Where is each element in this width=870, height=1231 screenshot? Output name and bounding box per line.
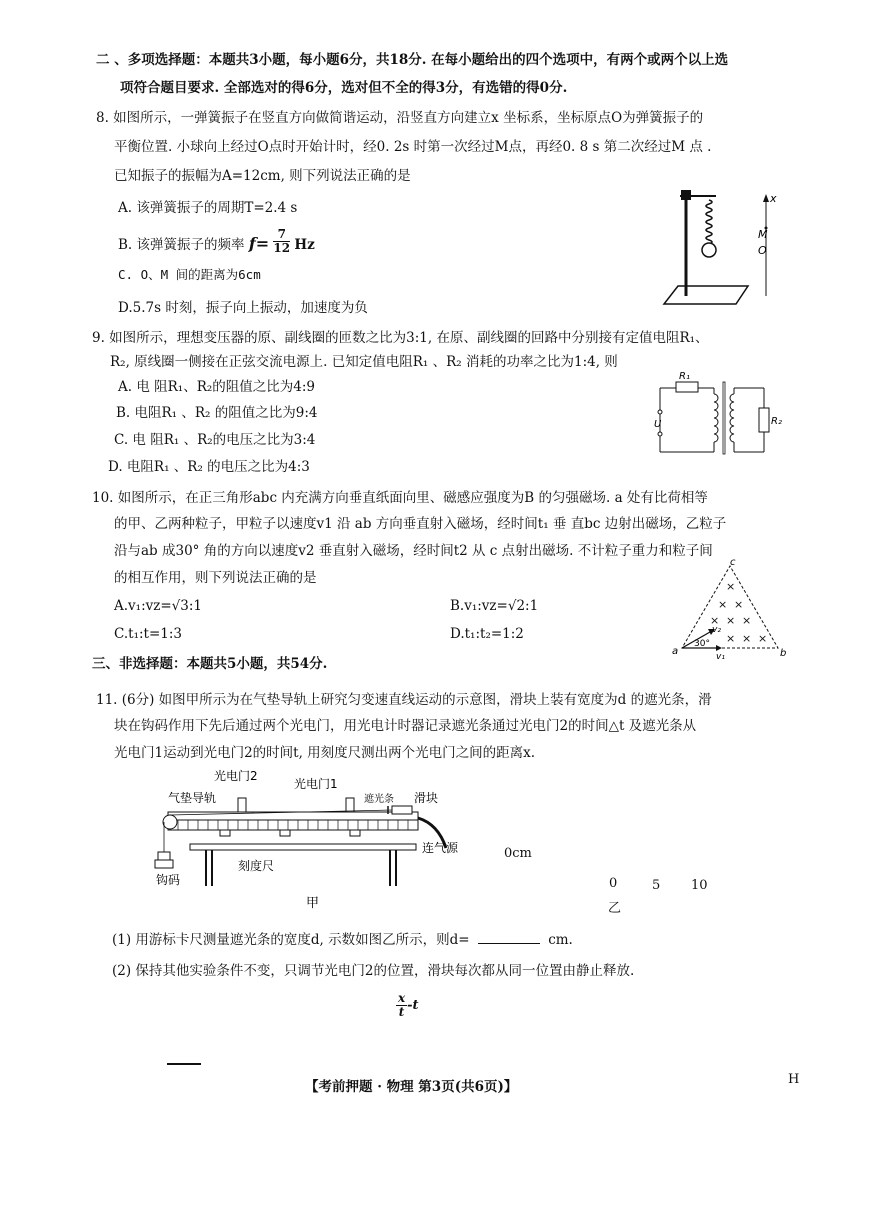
field-mark: × xyxy=(758,632,768,645)
angle-label: 30° xyxy=(694,639,710,649)
footer-corner-mark: H xyxy=(788,1072,800,1087)
q11-sub2: (2) 保持其他实验条件不变，只调节光电门2的位置，滑块每次都从同一位置由静止释放. xyxy=(112,963,635,979)
axis-m-label: M xyxy=(758,228,768,241)
rail-label: 气垫导轨 xyxy=(168,791,217,805)
field-mark: × xyxy=(734,598,744,611)
short-rule xyxy=(167,1063,201,1065)
formula-den: t xyxy=(398,1005,405,1019)
triangle-field-figure xyxy=(668,557,798,662)
page-footer: 【考前押题 · 物理 第3页(共6页)】 xyxy=(305,1079,518,1095)
q9-stem-line1: 9. 如图所示，理想变压器的原、副线圈的匝数之比为3:1, 在原、副线圈的回路中分别接有定值电阻R₁、 xyxy=(92,330,709,346)
field-mark: × xyxy=(742,614,752,627)
vertex-a-label: a xyxy=(672,646,679,657)
vertex-c-label: c xyxy=(730,557,736,568)
gate2-label: 光电门2 xyxy=(214,769,258,783)
q11-sub1 xyxy=(112,928,573,948)
r1-label: R₁ xyxy=(679,371,690,382)
q9-option-b: B. 电阻R₁ 、R₂ 的阻值之比为9:4 xyxy=(116,405,318,421)
figure-jia-label: 甲 xyxy=(306,896,320,911)
q8-option-b-den: 12 xyxy=(273,241,291,255)
q8-option-d: D.5.7s 时刻，振子向上振动，加速度为负 xyxy=(118,300,368,316)
formula-rest: -t xyxy=(407,998,419,1013)
q10-option-a: A.v₁:vz=√3:1 xyxy=(114,598,203,614)
q11-stem-line1: 11. (6分) 如图甲所示为在气垫导轨上研究匀变速直线运动的示意图，滑块上装有宽度为d 的遮光条，滑 xyxy=(96,692,712,708)
section2-line2: 项符合题目要求. 全部选对的得6分，选对但不全的得3分，有选错的得0分. xyxy=(120,80,568,96)
q10-option-c: C.t₁:t=1:3 xyxy=(114,626,182,642)
weight-label: 钩码 xyxy=(156,873,181,887)
answer-blank-d[interactable] xyxy=(478,931,540,944)
q8-option-b xyxy=(118,227,315,255)
q9-option-c: C. 电 阻R₁ 、R₂的电压之比为3:4 xyxy=(114,432,316,448)
field-mark: × xyxy=(726,580,736,593)
q10-stem-line2: 的甲、乙两种粒子，甲粒子以速度v1 沿 ab 方向垂直射入磁场，经时间t₁ 垂 直bc 边射出磁场，乙粒子 xyxy=(114,516,727,532)
q8-stem-line1: 8. 如图所示，一弹簧振子在竖直方向做简谐运动，沿竖直方向建立x 坐标系，坐标原点O为弹簧振子的 xyxy=(96,110,704,126)
strip-label: 遮光条 xyxy=(364,794,394,805)
field-mark: × xyxy=(726,632,736,645)
spring-oscillator-figure xyxy=(662,186,792,310)
axis-o-label: O xyxy=(758,244,767,257)
q11-sub1-unit: cm. xyxy=(548,932,573,948)
transformer-circuit-figure xyxy=(652,372,787,462)
slider-label: 滑块 xyxy=(414,791,439,805)
formula-num: x xyxy=(398,991,406,1005)
vernier-tick-5: 5 xyxy=(652,878,661,893)
air-track-figure xyxy=(150,768,460,913)
q10-stem-line1: 10. 如图所示，在正三角形abc 内充满方向垂直纸面向里、磁感应强度为B 的匀强磁场. a 处有比荷相等 xyxy=(92,490,708,506)
vernier-tick-0: 0 xyxy=(609,876,618,891)
q8-option-b-f: f= xyxy=(248,234,270,253)
r2-label: R₂ xyxy=(771,416,782,427)
q11-sub1-text: (1) 用游标卡尺测量遮光条的宽度d, 示数如图乙所示，则d= xyxy=(112,932,470,948)
q10-option-b: B.v₁:vz=√2:1 xyxy=(450,598,539,614)
q8-option-b-num: 7 xyxy=(273,228,290,242)
axis-x-label: x xyxy=(770,192,777,205)
q11-stem-line3: 光电门1运动到光电门2的时间t, 用刻度尺测出两个光电门之间的距离x. xyxy=(114,745,536,761)
field-mark: × xyxy=(710,614,720,627)
u-label: U xyxy=(654,419,662,430)
q9-stem-line2: R₂, 原线圈一侧接在正弦交流电源上. 已知定值电阻R₁ 、R₂ 消耗的功率之比为1:4, 则 xyxy=(110,354,618,370)
q8-option-a: A. 该弹簧振子的周期T=2.4 s xyxy=(118,200,298,216)
field-mark: × xyxy=(726,614,736,627)
section2-line1: 二 、多项选择题：本题共3小题，每小题6分，共18分. 在每小题给出的四个选项中，有两个或两个以上选 xyxy=(96,52,729,68)
section3-title: 三、非选择题：本题共5小题，共54分. xyxy=(92,656,328,672)
vernier-tick-10: 10 xyxy=(691,878,708,893)
q8-stem-line2: 平衡位置. 小球向上经过O点时开始计时，经0. 2s 时第一次经过M点，再经0. 8 s 第二次经过M 点 . xyxy=(114,139,712,155)
vertex-b-label: b xyxy=(780,648,787,659)
q8-stem-line3: 已知振子的振幅为A=12cm, 则下列说法正确的是 xyxy=(114,168,411,184)
formula-x-over-t xyxy=(396,992,419,1019)
q10-option-d: D.t₁:t₂=1:2 xyxy=(450,626,524,642)
q8-option-c: C. O、M 间的距离为6cm xyxy=(118,267,261,282)
q10-stem-line3: 沿与ab 成30° 角的方向以速度v2 垂直射入磁场，经时间t2 从 c 点射出磁场. 不计粒子重力和粒子间 xyxy=(114,543,713,559)
v1-label: v₁ xyxy=(716,652,725,662)
q10-stem-line4: 的相互作用，则下列说法正确的是 xyxy=(114,570,317,586)
q9-option-d: D. 电阻R₁ 、R₂ 的电压之比为4:3 xyxy=(108,459,310,475)
gate1-label: 光电门1 xyxy=(294,777,338,791)
field-mark: × xyxy=(718,598,728,611)
q11-stem-line2: 块在钩码作用下先后通过两个光电门，用光电计时器记录遮光条通过光电门2的时间△t 及遮光条从 xyxy=(114,718,697,734)
q8-option-b-unit: Hz xyxy=(294,237,315,253)
air-source-label: 连气源 xyxy=(422,841,459,855)
v2-label: v₂ xyxy=(712,625,721,635)
vernier-unit-label: 0cm xyxy=(504,846,532,861)
field-mark: × xyxy=(742,632,752,645)
figure-yi-label: 乙 xyxy=(608,901,622,916)
q9-option-a: A. 电 阻R₁、R₂的阻值之比为4:9 xyxy=(118,379,316,395)
ruler-label: 刻度尺 xyxy=(238,859,275,873)
q8-option-b-text: B. 该弹簧振子的频率 xyxy=(118,237,245,253)
